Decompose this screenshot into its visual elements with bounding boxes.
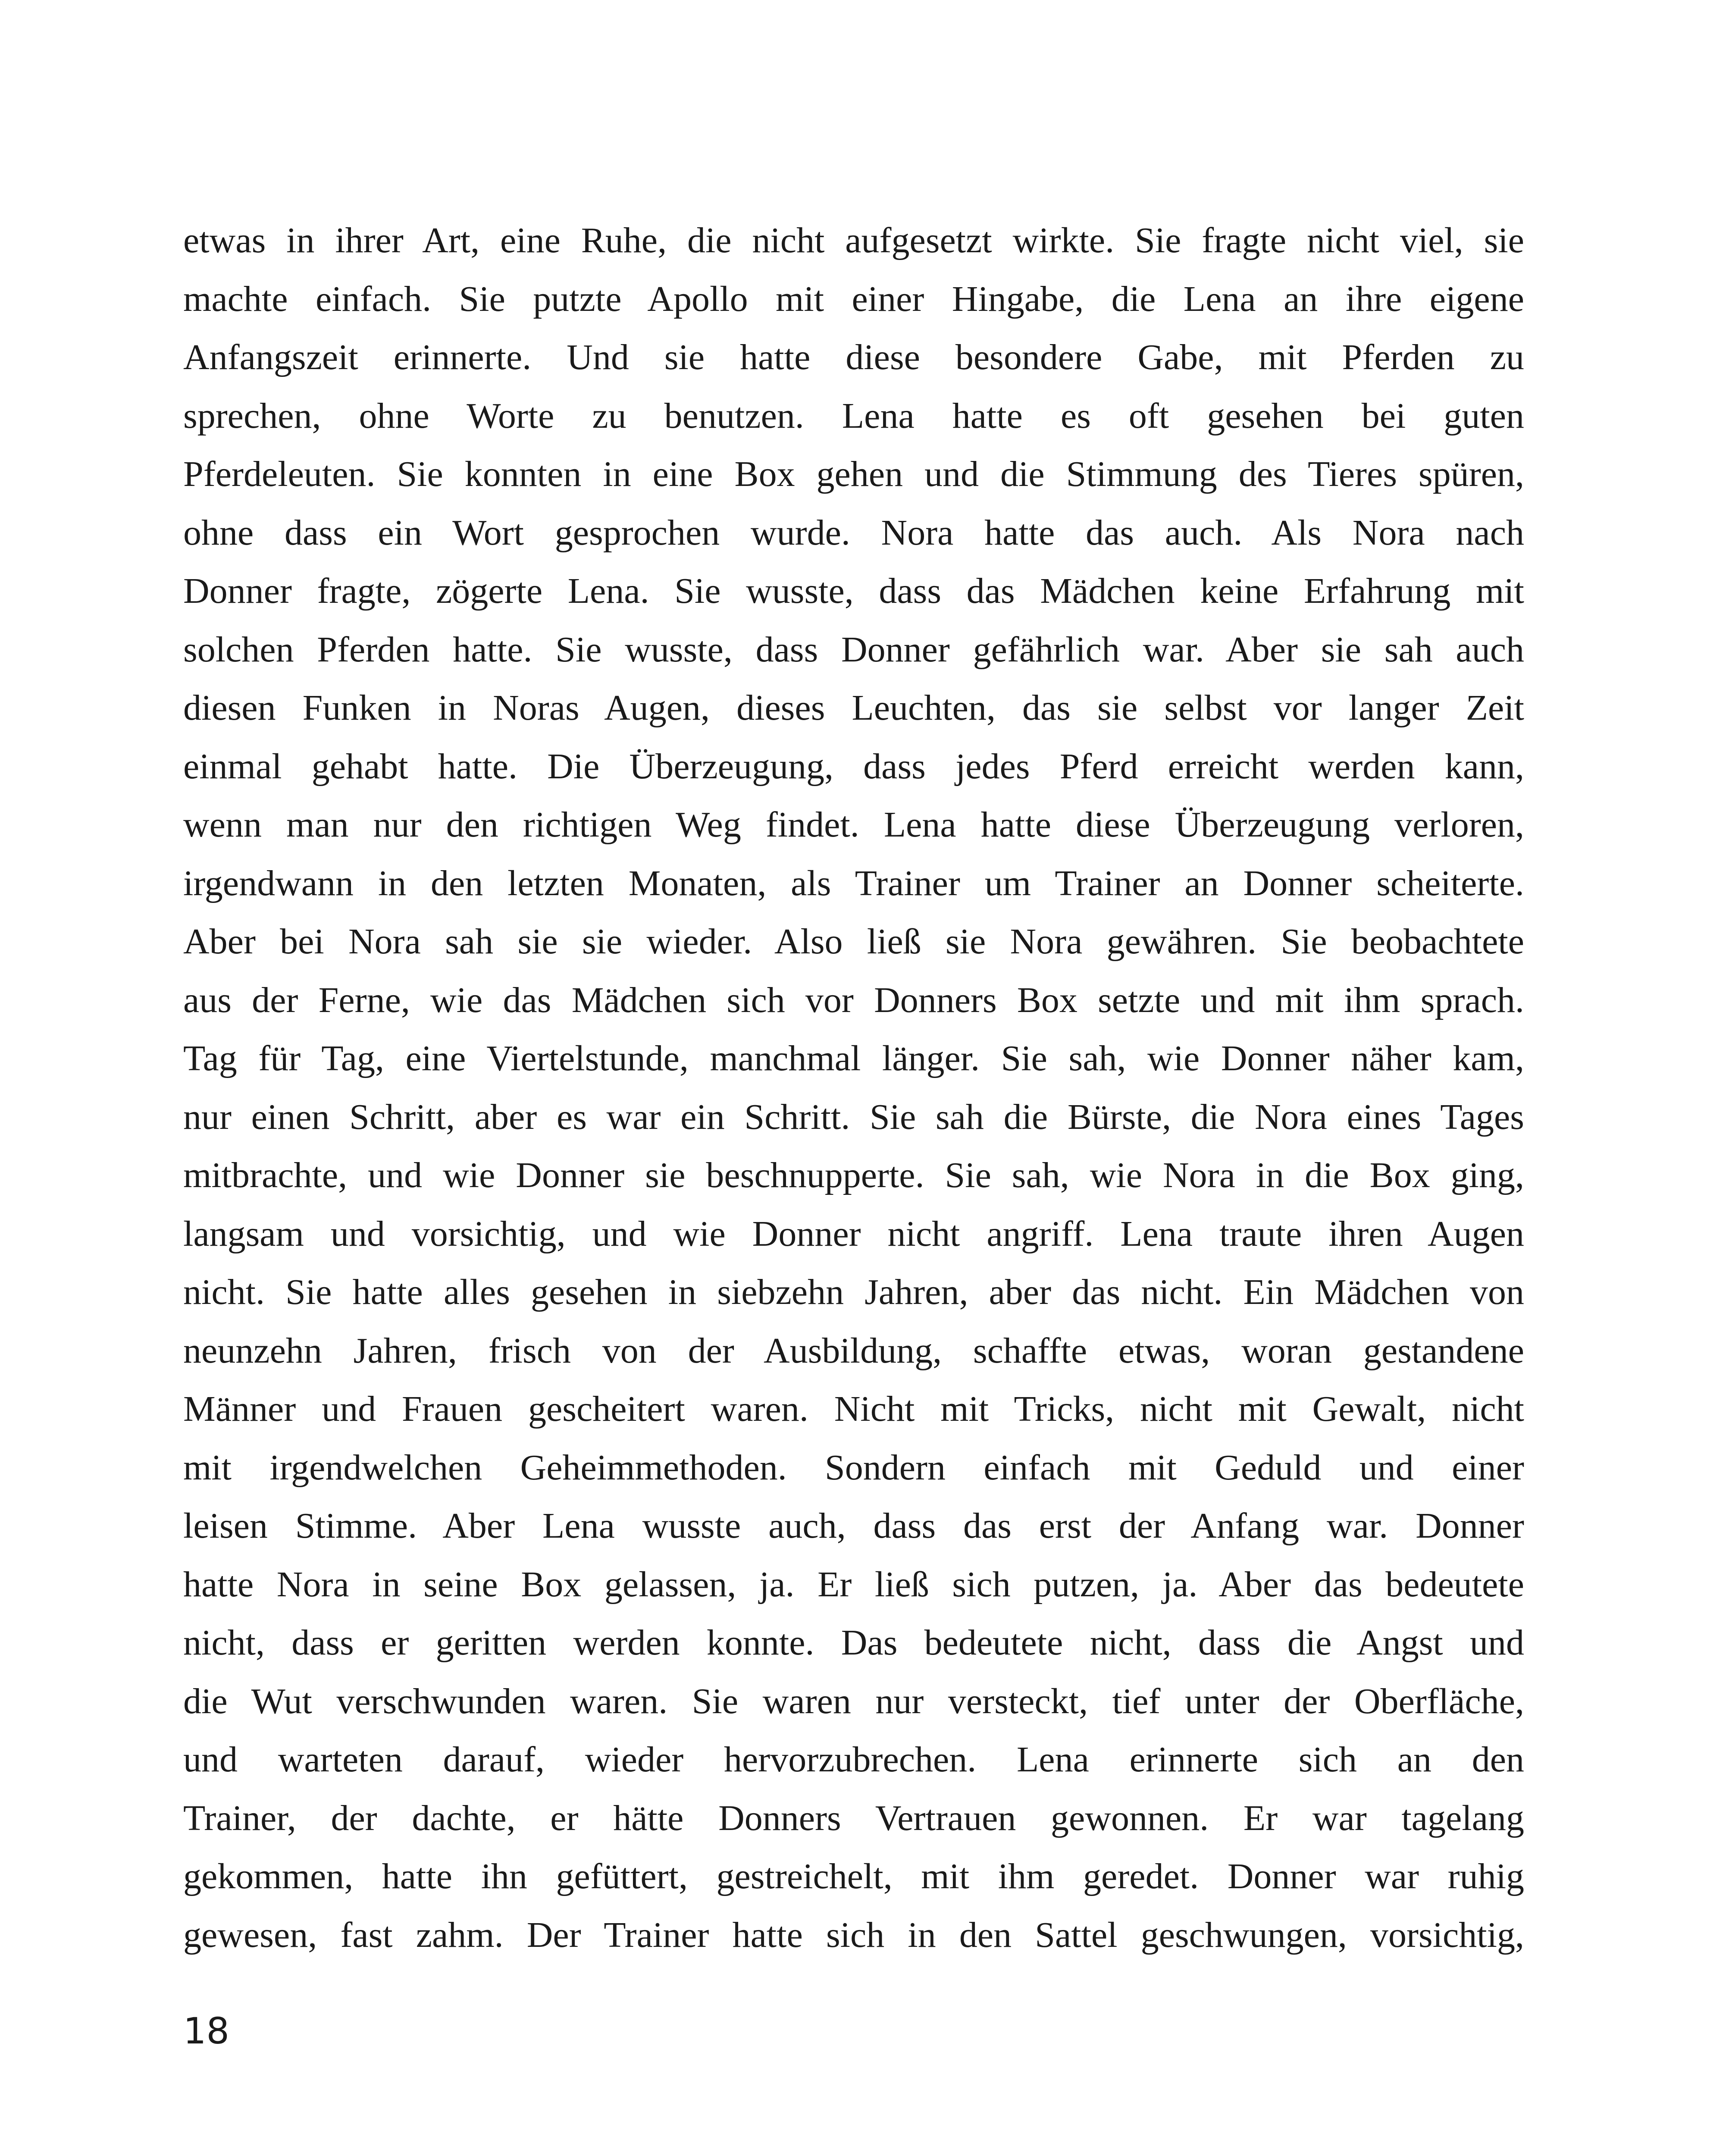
text-line: Pferdeleuten. Sie konnten in eine Box gehen und die Stimmung des Tieres spüren, [183,454,1524,494]
text-line: machte einfach. Sie putzte Apollo mit einer Hingabe, die Lena an ihre eigene [183,279,1524,319]
text-line: Tag für Tag, eine Viertelstunde, manchmal länger. Sie sah, wie Donner näher kam, [183,1038,1524,1078]
text-line: Aber bei Nora sah sie sie wieder. Also ließ sie Nora gewähren. Sie beobachtete [183,921,1524,962]
text-line: irgendwann in den letzten Monaten, als Trainer um Trainer an Donner scheiterte. [183,863,1524,903]
text-line: hatte Nora in seine Box gelassen, ja. Er ließ sich putzen, ja. Aber das bedeutete [183,1564,1524,1604]
text-line: und warteten darauf, wieder hervorzubrechen. Lena erinnerte sich an den [183,1739,1524,1780]
text-line: Anfangszeit erinnerte. Und sie hatte diese besondere Gabe, mit Pferden zu [183,337,1524,377]
text-line: aus der Ferne, wie das Mädchen sich vor Donners Box setzte und mit ihm sprach. [183,980,1524,1020]
text-line: mitbrachte, und wie Donner sie beschnupperte. Sie sah, wie Nora in die Box ging, [183,1155,1524,1195]
text-line: neunzehn Jahren, frisch von der Ausbildung, schaffte etwas, woran gestandene [183,1330,1524,1371]
text-line: Männer und Frauen gescheitert waren. Nicht mit Tricks, nicht mit Gewalt, nicht [183,1389,1524,1429]
text-line: wenn man nur den richtigen Weg findet. Lena hatte diese Überzeugung verloren, [183,805,1524,845]
body-text [183,211,1524,1964]
text-line: Trainer, der dachte, er hätte Donners Vertrauen gewonnen. Er war tagelang [183,1798,1524,1838]
text-line: solchen Pferden hatte. Sie wusste, dass Donner gefährlich war. Aber sie sah auch [183,629,1524,670]
text-line: einmal gehabt hatte. Die Überzeugung, dass jedes Pferd erreicht werden kann, [183,746,1524,787]
text-line: sprechen, ohne Worte zu benutzen. Lena hatte es oft gesehen bei guten [183,395,1524,436]
text-line: ohne dass ein Wort gesprochen wurde. Nora hatte das auch. Als Nora nach [183,512,1524,553]
text-line: leisen Stimme. Aber Lena wusste auch, dass das erst der Anfang war. Donner [183,1506,1524,1546]
text-line: nicht, dass er geritten werden konnte. Das bedeutete nicht, dass die Angst und [183,1623,1524,1663]
text-line: diesen Funken in Noras Augen, dieses Leuchten, das sie selbst vor langer Zeit [183,688,1524,728]
text-line: gewesen, fast zahm. Der Trainer hatte sich in den Sattel geschwungen, vorsichtig, [183,1915,1524,1955]
page-number: 18 [183,2010,229,2052]
text-line: die Wut verschwunden waren. Sie waren nur versteckt, tief unter der Oberfläche, [183,1681,1524,1721]
text-line: mit irgendwelchen Geheimmethoden. Sondern einfach mit Geduld und einer [183,1447,1524,1488]
text-line: nur einen Schritt, aber es war ein Schritt. Sie sah die Bürste, die Nora eines Tages [183,1097,1524,1137]
text-line: langsam und vorsichtig, und wie Donner nicht angriff. Lena traute ihren Augen [183,1213,1524,1254]
text-line: gekommen, hatte ihn gefüttert, gestreichelt, mit ihm geredet. Donner war ruhig [183,1856,1524,1896]
text-line: Donner fragte, zögerte Lena. Sie wusste, dass das Mädchen keine Erfahrung mit [183,571,1524,611]
text-line: nicht. Sie hatte alles gesehen in siebzehn Jahren, aber das nicht. Ein Mädchen von [183,1272,1524,1312]
text-line: etwas in ihrer Art, eine Ruhe, die nicht aufgesetzt wirkte. Sie fragte nicht viel, sie [183,220,1524,260]
